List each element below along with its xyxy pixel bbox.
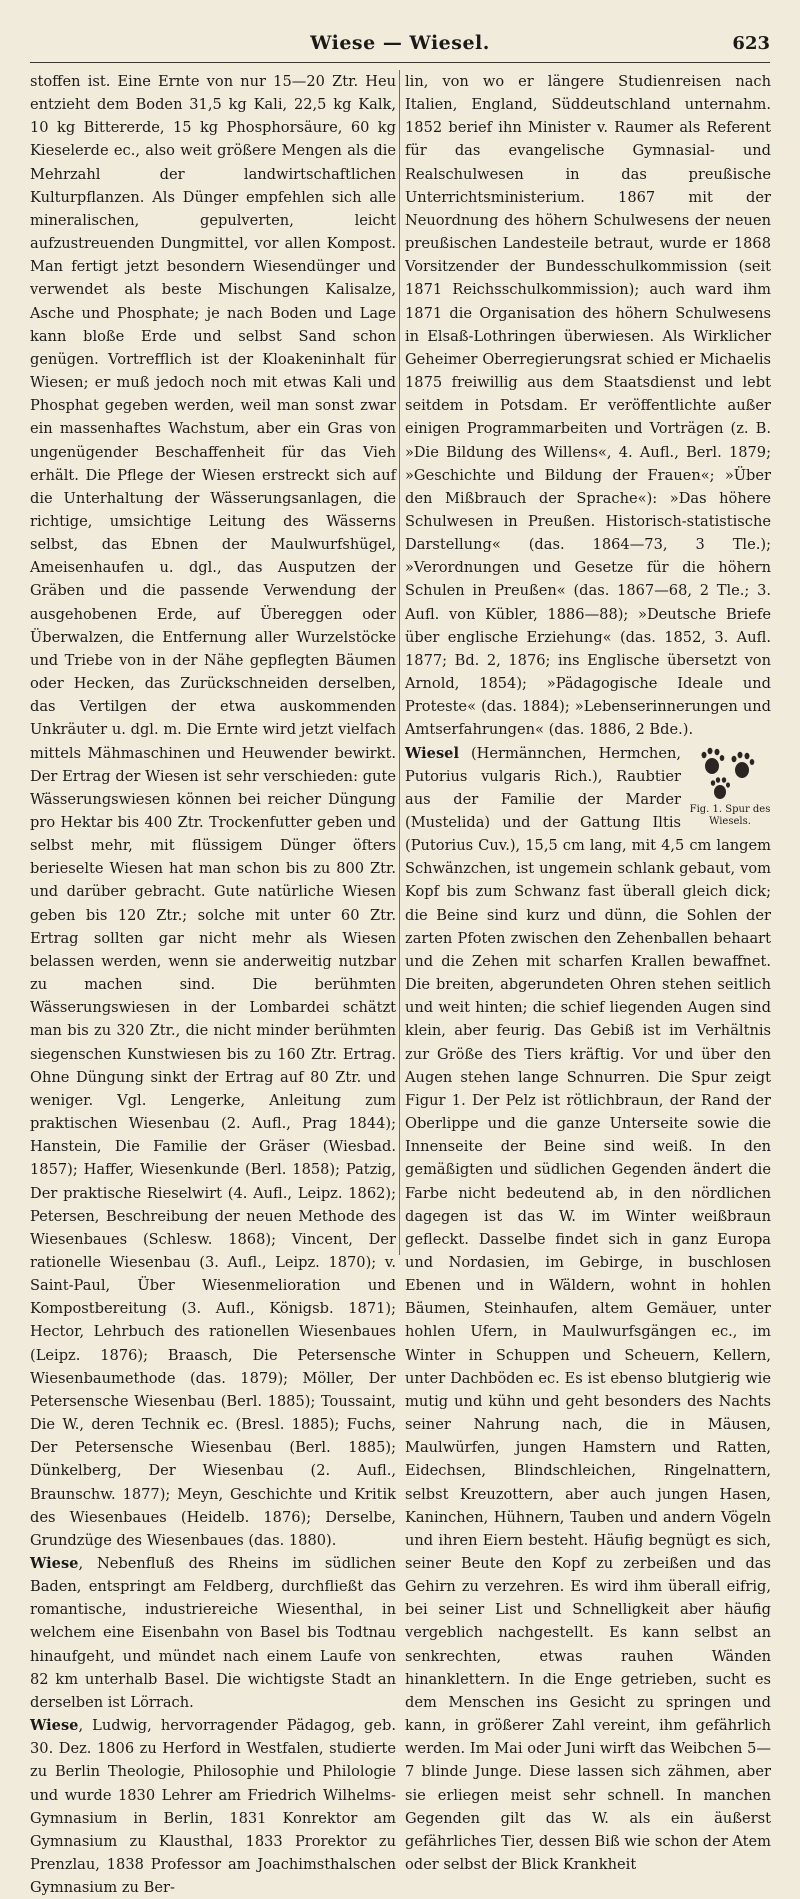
page-number: 623 — [732, 33, 770, 54]
column-divider — [399, 70, 400, 1255]
running-title: Wiese — Wiesel. — [310, 32, 490, 54]
figure-caption: Fig. 1. Spur des Wiesels. — [689, 803, 771, 827]
entry-wiese-continued: stoffen ist. Eine Ernte von nur 15—20 Ztr. Heu entzieht dem Boden 31,5 kg Kali, 22,5 kg Kalk, 10 kg Bittererde, 15 kg Phosphorsäure, 60 kg Kieselerde ec., also weit größere Mengen als die Mehrzahl der landwirtschaftlichen Kulturpflanzen. Als Dünger empfehlen sich alle mineralischen, gepulverten, leicht aufzustreuenden Dungmittel, vor allen Kompost. Man fertigt jetzt besondern Wiesendünger und verwendet als beste Mischungen Kalisalze, Asche und Phosphate; je nach Boden und Lage kann bloße Erde und selbst Sand schon genügen. Vortrefflich ist der Kloakeninhalt für Wiesen; er muß jedoch noch mit etwas Kali und Phosphat gegeben werden, weil man sonst zwar ein massenhaftes Wachstum, aber ein Gras von ungenügender Beschaffenheit für das Vieh erhält. Die Pflege der Wiesen erstreckt sich auf die Unterhaltung der Wässerungsanlagen, die richtige, umsichtige Leitung des Wässerns selbst, das Ebnen der Maulwurfshügel, Ameisenhaufen u. dgl., das Ausputzen der Gräben und die passende Verwendung der ausgehobenen Erde, auf Übereggen oder Überwalzen, die Entfernung aller Wurzelstöcke und Triebe von in der Nähe gepflegten Bäumen oder Hecken, das Zurückschneiden derselben, das Vertilgen der etwa auskommenden Unkräuter u. dgl. m. Die Ernte wird jetzt vielfach mittels Mähmaschinen und Heuwender bewirkt. Der Ertrag der Wiesen ist sehr verschieden: gute Wässerungswiesen können bei reicher Düngung pro Hektar bis 400 Ztr. Trockenfutter geben und selbst mehr, mit flüssigem Dünger öfters berieselte Wiesen hat man schon bis zu 800 Ztr. und darüber gebracht. Gute natürliche Wiesen geben bis 120 Ztr.; solche mit unter 60 Ztr. Ertrag sollten gar nicht mehr als Wiesen belassen werden, wenn sie anderweitig nutzbar zu machen sind. Die berühmten Wässerungswiesen in der Lombardei schätzt man bis zu 320 Ztr., die nicht minder berühmten siegenschen Kunstwiesen bis zu 160 Ztr. Ertrag. Ohne Düngung sinkt der Ertrag auf 80 Ztr. und weniger. Vgl. Lengerke, Anleitung zum praktischen Wiesenbau (2. Aufl., Prag 1844); Hanstein, Die Familie der Gräser (Wiesbad. 1857); Haffer, Wiesenkunde (Berl. 1858); Patzig, Der praktische Rieselwirt (4. Aufl., Leipz. 1862); Petersen, Beschreibung der neuen Methode des Wiesenbaues (Schlesw. 1868); Vincent, Der rationelle Wiesenbau (3. Aufl., Leipz. 1870); v. Saint-Paul, Über Wiesenmelioration und Kompostbereitung (3. Aufl., Königsb. 1871); Hector, Lehrbuch des rationellen Wiesenbaues (Leipz. 1876); Braasch, Die Petersensche Wiesenbaumethode (das. 1879); Möller, Der Petersensche Wiesenbau (Berl. 1885); Toussaint, Die W., deren Technik ec. (Bresl. 1885); Fuchs, Der Petersensche Wiesenbau (Berl. 1885); Dünkelberg, Der Wiesenbau (2. Aufl., Braunschw. 1877); Meyn, Geschichte und Kritik des Wiesenbaues (Heidelb. 1876); Derselbe, Grundzüge des Wiesenbaues (das. 1880). — [30, 73, 396, 1549]
entry-wiese-ludwig-continued: lin, von wo er längere Studienreisen nach Italien, England, Süddeutschland unternahm. 1852 berief ihn Minister v. Raumer als Referent für das evangelische Gymnasial- und Realschulwesen in das preußische Unterrichtsministerium. 1867 mit der Neuordnung des höhern Schulwesens der neuen preußischen Landesteile betraut, wurde er 1868 Vorsitzender der Bundesschulkommission (seit 1871 Reichsschulkommission); auch ward ihm 1871 die Organisation des höhern Schulwesens in Elsaß-Lothringen überwiesen. Als Wirklicher Geheimer Oberregierungsrat schied er Michaelis 1875 freiwillig aus dem Staatsdienst und lebt seitdem in Potsdam. Er veröffentlichte außer einigen Programmarbeiten und Vorträgen (z. B. »Die Bildung des Willens«, 4. Aufl., Berl. 1879; »Geschichte und Bildung der Frauen«; »Über den Mißbrauch der Sprache«): »Das höhere Schulwesen in Preußen. Historisch-statistische Darstellung« (das. 1864—73, 3 Tle.); »Verordnungen und Gesetze für die höhern Schulen in Preußen« (das. 1867—68, 2 Tle.; 3. Aufl. von Kübler, 1886—88); »Deutsche Briefe über englische Erziehung« (das. 1852, 3. Aufl. 1877; Bd. 2, 1876; ins Englische übersetzt von Arnold, 1854); »Pädagogische Ideale und Proteste« (das. 1884); »Lebenserinnerungen und Amtserfahrungen« (das. 1886, 2 Bde.). — [405, 73, 771, 739]
entry-wiese-ludwig: Wiese, Ludwig, hervorragender Pädagog, geb. 30. Dez. 1806 zu Herford in Westfalen, studierte zu Berlin Theologie, Philosophie und Philologie und wurde 1830 Lehrer am Friedrich Wilhelms-Gymnasium in Berlin, 1831 Konrektor am Gymnasium zu Klausthal, 1833 Prorektor zu Prenzlau, 1838 Professor am Joachimsthalschen Gymnasium zu Ber- — [30, 1717, 396, 1897]
headword: Wiesel — [405, 744, 460, 762]
page-header — [30, 28, 770, 63]
figure-weasel-track — [689, 746, 771, 828]
entry-wiesel: Wiesel (Hermännchen, Hermchen, Putorius vulgaris Rich.), Raubtier aus der Familie der Marder (Mustelida) und der Gattung Iltis (Putorius Cuv.), 15,5 cm lang, mit 4,5 cm langem Schwänzchen, ist ungemein schlank gebaut, vom Kopf bis zum Schwanz fast überall gleich dick; die Beine sind kurz und dünn, die Sohlen der zarten Pfoten zwischen den Zehenballen behaart und die Zehen mit scharfen Krallen bewaffnet. Die breiten, abgerundeten Ohren stehen seitlich und weit hinten; die schief liegenden Augen sind klein, aber feurig. Das Gebiß ist im Verhältnis zur Größe des Tiers kräftig. Vor und über den Augen stehen lange Schnurren. Die Spur zeigt Figur 1. Der Pelz ist rötlichbraun, der Rand der Oberlippe und die ganze Unterseite sowie die Innenseite der Beine sind weiß. In den gemäßigten und südlichen Gegenden ändert die Farbe nicht bedeutend ab, in den nördlichen dagegen ist das W. im Winter weißbraun gefleckt. Dasselbe findet sich in ganz Europa und Nordasien, im Gebirge, in buschlosen Ebenen und in Wäldern, wohnt in hohlen Bäumen, Steinhaufen, altem Gemäuer, unter hohlen Ufern, in Maulwurfsgängen ec., im Winter in Schuppen und Scheuern, Kellern, unter Dachböden ec. Es ist ebenso blutgierig wie mutig und kühn und geht besonders des Nachts seiner Nahrung nach, die in Mäusen, Maulwürfen, jungen Hamstern und Ratten, Eidechsen, Blindschleichen, Ringelnattern, selbst Kreuzottern, aber auch jungen Hasen, Kaninchen, Hühnern, Tauben und andern Vögeln und ihren Eiern besteht. Häufig begnügt es sich, seiner Beute den Kopf zu zerbeißen und das Gehirn zu verzehren. Es wird ihm überall eifrig, bei seiner List und Schnelligkeit aber häufig vergeblich nachgestellt. Es kann selbst an senkrechten, etwas rauhen Wänden hinanklettern. In die Enge getrieben, sucht es dem Menschen ins Gesicht zu springen und kann, in größerer Zahl vereint, ihm gefährlich werden. Im Mai oder Juni wirft das Weibchen 5—7 blinde Junge. Diese lassen sich zähmen, aber sie erliegen meist sehr schnell. In manchen Gegenden gilt das W. als ein äußerst gefährliches Tier, dessen Biß wie schon der Atem oder selbst der Blick Krankheit — [405, 744, 771, 1874]
entry-wiese-river: Wiese, Nebenfluß des Rheins im südlichen Baden, entspringt am Feldberg, durchfließt das romantische, industriereiche Wiesenthal, in welchem eine Eisenbahn von Basel bis Todtnau hinaufgeht, und mündet nach einem Laufe von 82 km unterhalb Basel. Die wichtigste Stadt an derselben ist Lörrach. — [30, 1555, 396, 1711]
left-column — [30, 70, 396, 1897]
right-column — [405, 70, 771, 1874]
paw-print-track-icon — [698, 746, 762, 804]
headword: Wiese — [30, 1555, 79, 1572]
headword: Wiese — [30, 1717, 79, 1735]
